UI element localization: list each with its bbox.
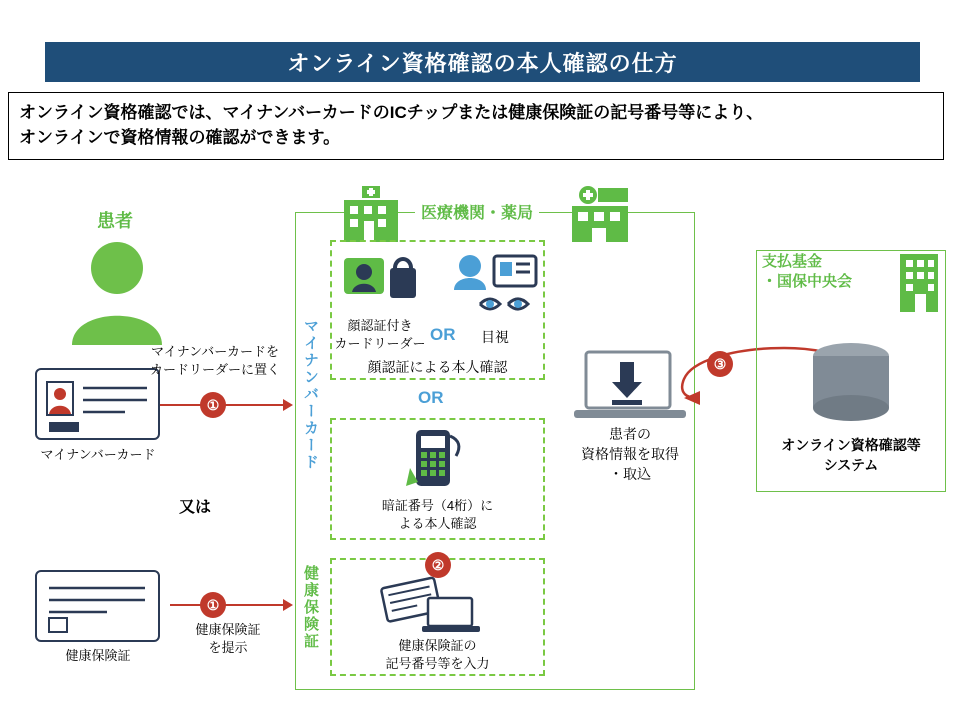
face-reader-line-1: 顔認証付き <box>347 318 413 333</box>
pin-line-2: よる本人確認 <box>398 516 477 531</box>
or-label-2: OR <box>418 388 444 407</box>
payer-line-1: 支払基金 <box>762 253 823 270</box>
vertical-label-my-number-card: マイナンバーカード <box>302 318 319 471</box>
page-title: オンライン資格確認の本人確認の仕方 <box>287 50 678 76</box>
insurance-input-icon <box>378 576 488 638</box>
face-auth-identity-label: 顔認証による本人確認 <box>367 359 508 375</box>
place-card-line-2: カードリーダーに置く <box>149 362 280 377</box>
arrow-step1-card-head <box>283 399 293 411</box>
acquire-line-2: 資格情報を取得 <box>581 446 679 462</box>
step-3-badge: ③ <box>707 351 733 377</box>
show-insurance-line-2: を提示 <box>208 640 248 655</box>
pin-line-1: 暗証番号（4桁）に <box>381 498 494 513</box>
system-line-1: オンライン資格確認等 <box>781 437 921 453</box>
place-card-line-1: マイナンバーカードを <box>151 344 279 359</box>
lead-line-2: オンラインで資格情報の確認ができます。 <box>19 127 341 147</box>
arrow-step1-insurance <box>170 604 285 606</box>
step-1-insurance-badge: ① <box>200 592 226 618</box>
show-insurance-line-1: 健康保険証 <box>195 622 261 637</box>
slide-title-bar <box>45 42 920 82</box>
system-line-2: システム <box>823 457 879 473</box>
pin-pad-icon <box>402 428 474 494</box>
step-1-card-badge: ① <box>200 392 226 418</box>
pharmacy-icon <box>568 186 630 242</box>
hospital-icon <box>340 186 402 242</box>
health-insurance-card-graphic <box>35 570 160 642</box>
insurance-input-line-1: 健康保険証の <box>398 638 477 653</box>
id-card-icon <box>37 370 158 438</box>
visual-check-label: 目視 <box>481 329 509 345</box>
health-insurance-card-label: 健康保険証 <box>65 648 131 663</box>
step-2-badge: ② <box>425 552 451 578</box>
insurance-card-icon <box>37 572 158 640</box>
lead-text-box <box>8 92 944 160</box>
acquire-line-1: 患者の <box>609 426 651 442</box>
lead-line-1: オンライン資格確認では、マイナンバーカードのICチップまたは健康保険証の記号番号等により、 <box>19 103 764 122</box>
eye-icon <box>452 252 540 318</box>
my-number-card-label: マイナンバーカード <box>40 447 156 462</box>
insurance-input-line-2: 記号番号等を入力 <box>385 656 490 671</box>
face-card-reader-icon <box>342 250 420 310</box>
institution-title: 医療機関・薬局 <box>415 200 539 223</box>
or-alternative-label: 又は <box>178 499 211 516</box>
building-icon <box>896 250 942 316</box>
arrow-step1-insurance-head <box>283 599 293 611</box>
payer-line-2: ・国保中央会 <box>762 273 853 290</box>
vertical-label-health-insurance-card: 健康保険証 <box>302 565 319 650</box>
patient-label: 患者 <box>97 211 133 231</box>
acquire-line-3: ・取込 <box>609 466 651 482</box>
person-icon <box>62 240 172 345</box>
face-reader-line-2: カードリーダー <box>334 336 426 351</box>
or-label-1: OR <box>430 325 456 344</box>
database-icon <box>806 340 896 428</box>
